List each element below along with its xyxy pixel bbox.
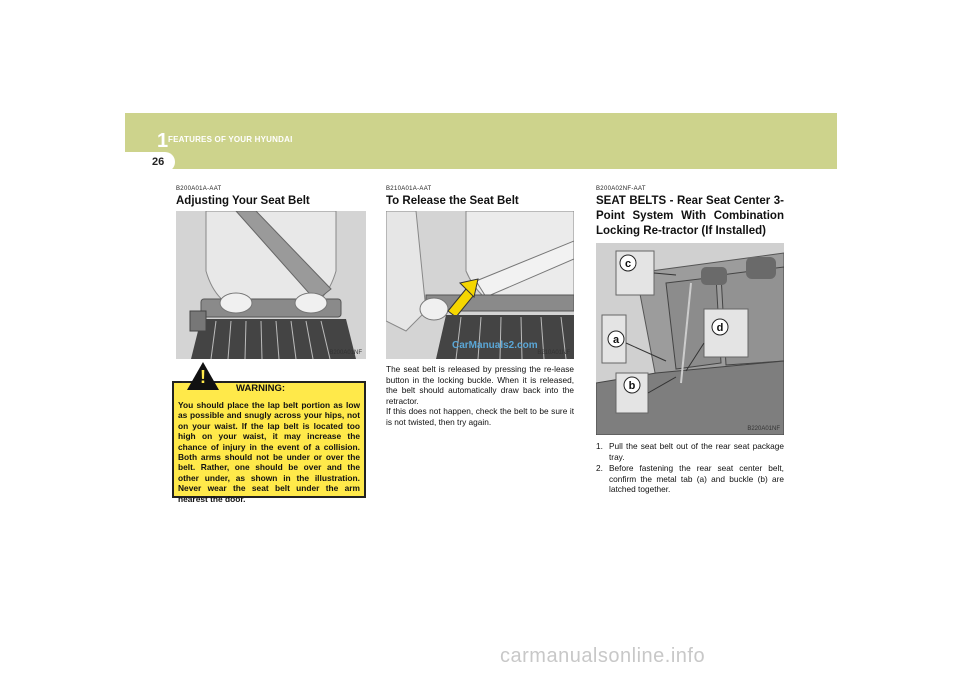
warning-text: You should place the lap belt portion as low as possible and snugly across your hips, not on your waist. If the lap belt is located too high on your waist, it may increase the chance of injury in the event of a collision. Both arms should not be under or over the belt. Rather, one should be over and the other under, as shown in the illustration. Never wear the seat belt under the arm nearest the door. (178, 400, 360, 504)
figure-code: B220A01NF (747, 426, 780, 432)
warning-title: WARNING: (236, 383, 286, 394)
warning-box (172, 381, 366, 504)
release-belt-drawing (386, 211, 574, 359)
instruction-list (596, 441, 784, 495)
section-code: B200A02NF-AAT (596, 186, 646, 192)
page-number-tab (125, 152, 175, 172)
callout-a: a (612, 334, 620, 346)
chapter-number: 1 (157, 130, 169, 152)
chapter-title: FEATURES OF YOUR HYUNDAI (168, 135, 293, 144)
rear-seat-illustration (596, 243, 784, 435)
section-heading: To Release the Seat Belt (386, 195, 519, 207)
release-belt-illustration (386, 211, 574, 359)
section-code: B210A01A-AAT (386, 186, 432, 192)
site-watermark: carmanualsonline.info (500, 645, 706, 667)
callout-d: d (716, 322, 724, 334)
section-code: B200A01A-AAT (176, 186, 222, 192)
section-heading: Adjusting Your Seat Belt (176, 195, 310, 207)
list-item: 1. Pull the seat belt out of the rear seat package tray. (596, 441, 784, 462)
callout-c: c (624, 258, 632, 270)
rear-seat-drawing (596, 243, 784, 435)
page-number: 26 (152, 156, 165, 168)
figure-code: B210A01NF (537, 350, 570, 356)
release-paragraph-2: If this does not happen, check the belt to be sure it is not twisted, then try again. (386, 406, 574, 427)
section-rear-center-belt (596, 186, 784, 496)
section-adjusting-seat-belt (176, 186, 366, 359)
lap-belt-illustration (176, 211, 366, 359)
section-heading: SEAT BELTS - Rear Seat Center 3-Point System With Combination Locking Re-tractor (If Installed) (596, 195, 784, 237)
figure-code: B200A01NF (329, 350, 362, 356)
section-release-seat-belt (386, 186, 574, 427)
release-paragraph-1: The seat belt is released by pressing the re-lease button in the locking buckle. When it is released, the belt should automatically draw back into the retractor. (386, 364, 574, 406)
figure-watermark: CarManuals2.com (452, 340, 538, 351)
lap-belt-drawing (176, 211, 366, 359)
callout-b: b (628, 380, 636, 392)
list-item: 2. Before fastening the rear seat center belt, confirm the metal tab (a) and buckle (b) are latched together. (596, 463, 784, 494)
warning-exclamation: ! (200, 367, 206, 387)
